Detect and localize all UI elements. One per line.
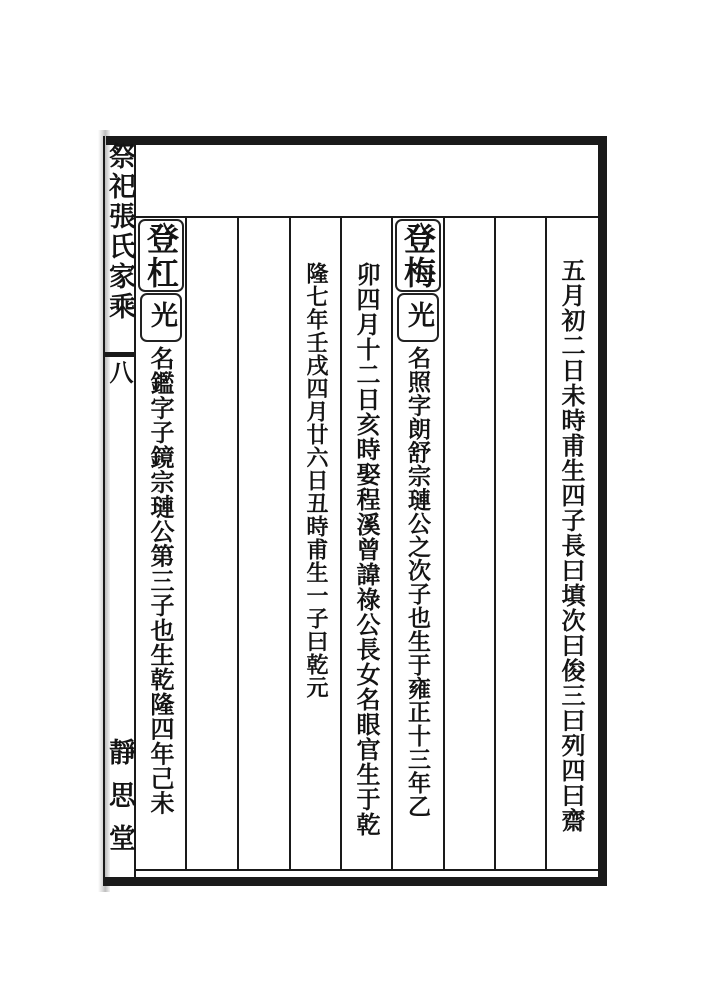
entry-heading-name: 登梅 — [399, 222, 437, 290]
bottom-inner-rule — [135, 869, 598, 871]
entry-text-line: 卯四月十二日亥時娶程溪曾諱祿公長女名眼官生于乾 — [352, 262, 381, 837]
entry-heading-name: 登杠 — [142, 222, 180, 290]
continuation-line: 五月初二日未時甫生四子長曰填次曰俊三曰列四曰齋 — [557, 258, 586, 833]
fold-volume-number: 八 — [105, 360, 134, 384]
entry-heading-suffix: 光 — [403, 301, 434, 328]
frame-right-border — [598, 136, 607, 886]
fold-fishtail-mark — [105, 352, 134, 357]
fold-hall-name: 靜思堂 — [104, 738, 135, 867]
entry-text-line: 名照字朗舒宗璉公之次子也生于雍正十三年乙 — [404, 346, 431, 818]
column-rule — [443, 217, 445, 870]
fold-book-title: 祭祀張氏家乘 — [104, 142, 135, 322]
entry-text-line: 隆七年壬戌四月廿六日丑時甫生一子曰乾元 — [303, 262, 329, 699]
frame-top-border — [106, 136, 607, 145]
column-rule — [237, 217, 239, 870]
frame-bottom-border — [104, 877, 607, 886]
entry-text-line: 名鑑字子鏡宗璉公第三子也生乾隆四年己未 — [146, 346, 175, 816]
column-rule — [494, 217, 496, 870]
entry-heading-suffix: 光 — [146, 301, 177, 328]
header-band-rule — [135, 216, 598, 218]
